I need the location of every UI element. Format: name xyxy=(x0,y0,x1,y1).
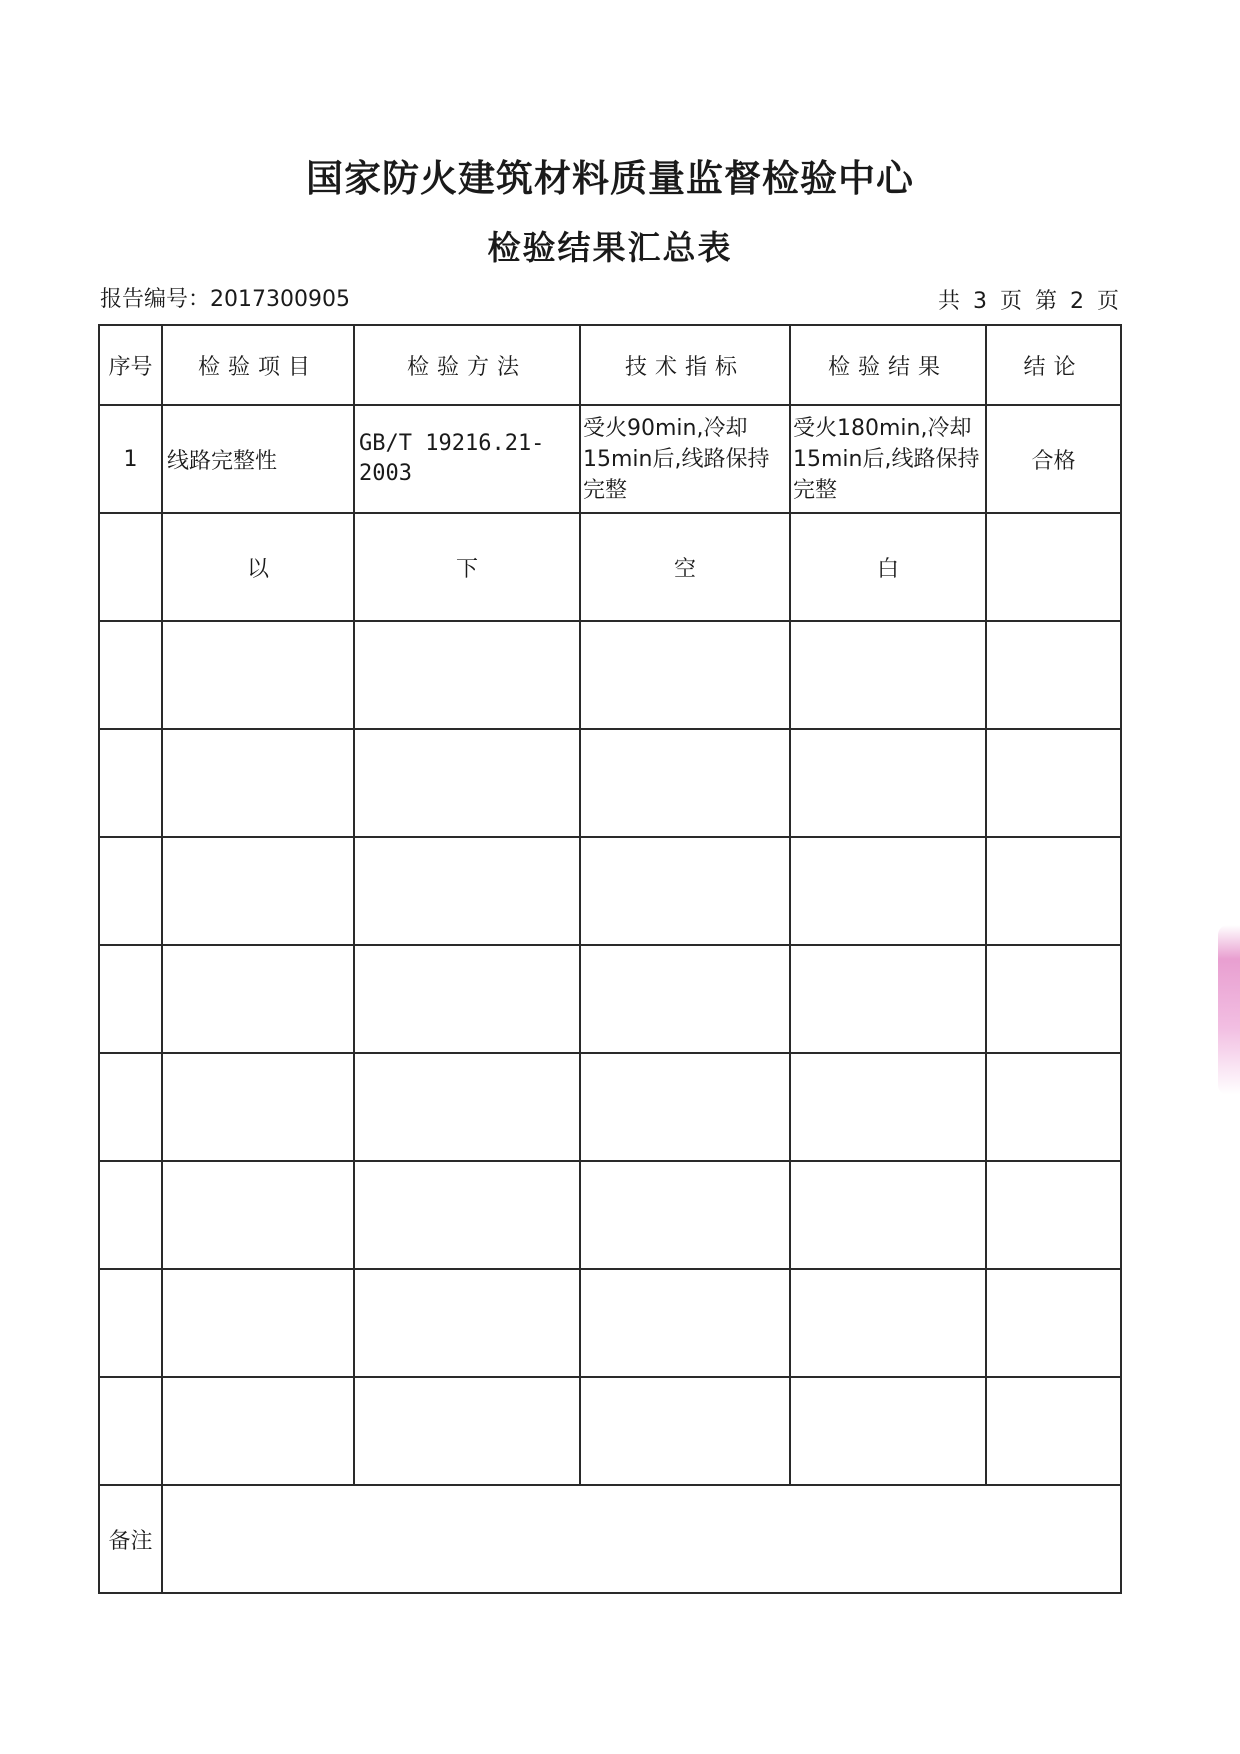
remarks-value xyxy=(162,1485,1121,1593)
column-header-item: 检验项目 xyxy=(162,325,354,405)
remarks-row xyxy=(99,1485,1121,1593)
column-header-conclusion: 结论 xyxy=(986,325,1121,405)
row-conclusion: 合格 xyxy=(986,405,1121,513)
table-header-row xyxy=(99,325,1121,405)
empty-row xyxy=(99,1269,1121,1377)
empty-row xyxy=(99,1053,1121,1161)
blank-marker-1: 以 xyxy=(162,513,354,621)
column-header-result: 检验结果 xyxy=(790,325,986,405)
remarks-label: 备注 xyxy=(99,1485,162,1593)
empty-row xyxy=(99,1161,1121,1269)
results-summary-table xyxy=(98,324,1122,1594)
blank-cell xyxy=(986,513,1121,621)
empty-row xyxy=(99,945,1121,1053)
blank-marker-4: 白 xyxy=(790,513,986,621)
row-result: 受火180min,冷却15min后,线路保持完整 xyxy=(790,405,986,513)
blank-cell xyxy=(99,513,162,621)
column-header-method: 检验方法 xyxy=(354,325,580,405)
seal-stamp-fragment xyxy=(1218,925,1240,1095)
row-method: GB/T 19216.21-2003 xyxy=(354,405,580,513)
page-info: 共 3 页 第 2 页 xyxy=(938,289,1122,314)
column-header-no: 序号 xyxy=(99,325,162,405)
row-no: 1 xyxy=(99,405,162,513)
org-title: 国家防火建筑材料质量监督检验中心 xyxy=(306,157,914,200)
document-title: 检验结果汇总表 xyxy=(487,228,733,267)
blank-marker-2: 下 xyxy=(354,513,580,621)
blank-marker-3: 空 xyxy=(580,513,790,621)
empty-row xyxy=(99,729,1121,837)
table-row xyxy=(99,405,1121,513)
report-number: 报告编号：2017300905 xyxy=(100,287,350,312)
empty-row xyxy=(99,837,1121,945)
empty-row xyxy=(99,1377,1121,1485)
column-header-spec: 技术指标 xyxy=(580,325,790,405)
blank-marker-row xyxy=(99,513,1121,621)
row-spec: 受火90min,冷却15min后,线路保持完整 xyxy=(580,405,790,513)
row-item: 线路完整性 xyxy=(162,405,354,513)
empty-row xyxy=(99,621,1121,729)
